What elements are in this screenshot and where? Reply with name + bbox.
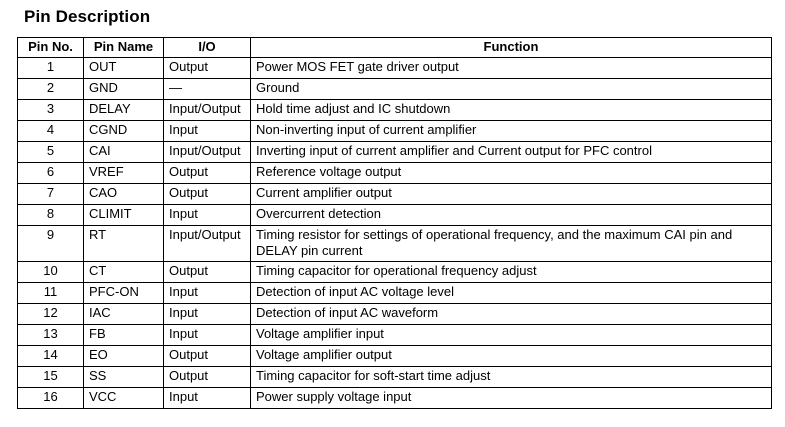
pin-number-cell: 16	[18, 388, 84, 409]
table-row	[18, 163, 772, 184]
pin-io-cell: Input	[164, 304, 251, 325]
pin-io-cell: Output	[164, 262, 251, 283]
table-row	[18, 325, 772, 346]
column-header-pin-no: Pin No.	[18, 38, 84, 58]
table-row	[18, 388, 772, 409]
pin-number-cell: 9	[18, 226, 84, 262]
pin-function-cell: Overcurrent detection	[251, 205, 772, 226]
pin-name-cell: PFC-ON	[84, 283, 164, 304]
pin-function-cell: Inverting input of current amplifier and Current output for PFC control	[251, 142, 772, 163]
pin-function-cell: Detection of input AC waveform	[251, 304, 772, 325]
pin-number-cell: 2	[18, 79, 84, 100]
pin-function-cell: Current amplifier output	[251, 184, 772, 205]
pin-number-cell: 5	[18, 142, 84, 163]
pin-function-cell: Power MOS FET gate driver output	[251, 58, 772, 79]
page-title: Pin Description	[24, 7, 151, 26]
pin-name-cell: DELAY	[84, 100, 164, 121]
pin-name-cell: CLIMIT	[84, 205, 164, 226]
table-row	[18, 58, 772, 79]
pin-number-cell: 14	[18, 346, 84, 367]
column-header-pin-name: Pin Name	[84, 38, 164, 58]
pin-name-cell: EO	[84, 346, 164, 367]
table-row	[18, 142, 772, 163]
pin-name-cell: IAC	[84, 304, 164, 325]
table-row	[18, 283, 772, 304]
table-row	[18, 121, 772, 142]
pin-function-cell: Voltage amplifier input	[251, 325, 772, 346]
pin-name-cell: CAO	[84, 184, 164, 205]
table-body	[18, 58, 772, 409]
pin-name-cell: VCC	[84, 388, 164, 409]
pin-description-table	[17, 37, 772, 409]
table-row	[18, 205, 772, 226]
table-row	[18, 262, 772, 283]
table-row	[18, 100, 772, 121]
pin-io-cell: Output	[164, 58, 251, 79]
pin-number-cell: 12	[18, 304, 84, 325]
pin-io-cell: Input	[164, 121, 251, 142]
pin-name-cell: VREF	[84, 163, 164, 184]
pin-function-cell: Voltage amplifier output	[251, 346, 772, 367]
pin-io-cell: Output	[164, 184, 251, 205]
table-header-row	[18, 38, 772, 58]
pin-io-cell: Output	[164, 163, 251, 184]
table-row	[18, 367, 772, 388]
pin-io-cell: Input	[164, 388, 251, 409]
pin-number-cell: 15	[18, 367, 84, 388]
pin-number-cell: 7	[18, 184, 84, 205]
pin-function-cell: Timing capacitor for operational frequency adjust	[251, 262, 772, 283]
pin-io-cell: Input	[164, 205, 251, 226]
column-header-function: Function	[251, 38, 772, 58]
pin-name-cell: SS	[84, 367, 164, 388]
pin-io-cell: Input/Output	[164, 100, 251, 121]
pin-number-cell: 8	[18, 205, 84, 226]
column-header-io: I/O	[164, 38, 251, 58]
pin-function-cell: Timing resistor for settings of operational frequency, and the maximum CAI pin and DELAY pin current	[251, 226, 772, 262]
pin-number-cell: 3	[18, 100, 84, 121]
table-row	[18, 226, 772, 262]
pin-function-cell: Ground	[251, 79, 772, 100]
pin-io-cell: —	[164, 79, 251, 100]
pin-function-cell: Hold time adjust and IC shutdown	[251, 100, 772, 121]
table-row	[18, 304, 772, 325]
pin-number-cell: 1	[18, 58, 84, 79]
table-row	[18, 184, 772, 205]
pin-number-cell: 10	[18, 262, 84, 283]
pin-function-cell: Timing capacitor for soft-start time adjust	[251, 367, 772, 388]
pin-name-cell: RT	[84, 226, 164, 262]
pin-number-cell: 4	[18, 121, 84, 142]
table-row	[18, 346, 772, 367]
pin-io-cell: Output	[164, 346, 251, 367]
pin-number-cell: 11	[18, 283, 84, 304]
pin-number-cell: 13	[18, 325, 84, 346]
pin-name-cell: FB	[84, 325, 164, 346]
pin-io-cell: Input	[164, 283, 251, 304]
pin-name-cell: OUT	[84, 58, 164, 79]
pin-function-cell: Detection of input AC voltage level	[251, 283, 772, 304]
pin-io-cell: Input/Output	[164, 142, 251, 163]
pin-number-cell: 6	[18, 163, 84, 184]
pin-function-cell: Non-inverting input of current amplifier	[251, 121, 772, 142]
pin-name-cell: GND	[84, 79, 164, 100]
pin-io-cell: Input/Output	[164, 226, 251, 262]
pin-name-cell: CGND	[84, 121, 164, 142]
pin-function-cell: Power supply voltage input	[251, 388, 772, 409]
pin-name-cell: CAI	[84, 142, 164, 163]
pin-io-cell: Output	[164, 367, 251, 388]
pin-function-cell: Reference voltage output	[251, 163, 772, 184]
pin-name-cell: CT	[84, 262, 164, 283]
table-row	[18, 79, 772, 100]
pin-io-cell: Input	[164, 325, 251, 346]
